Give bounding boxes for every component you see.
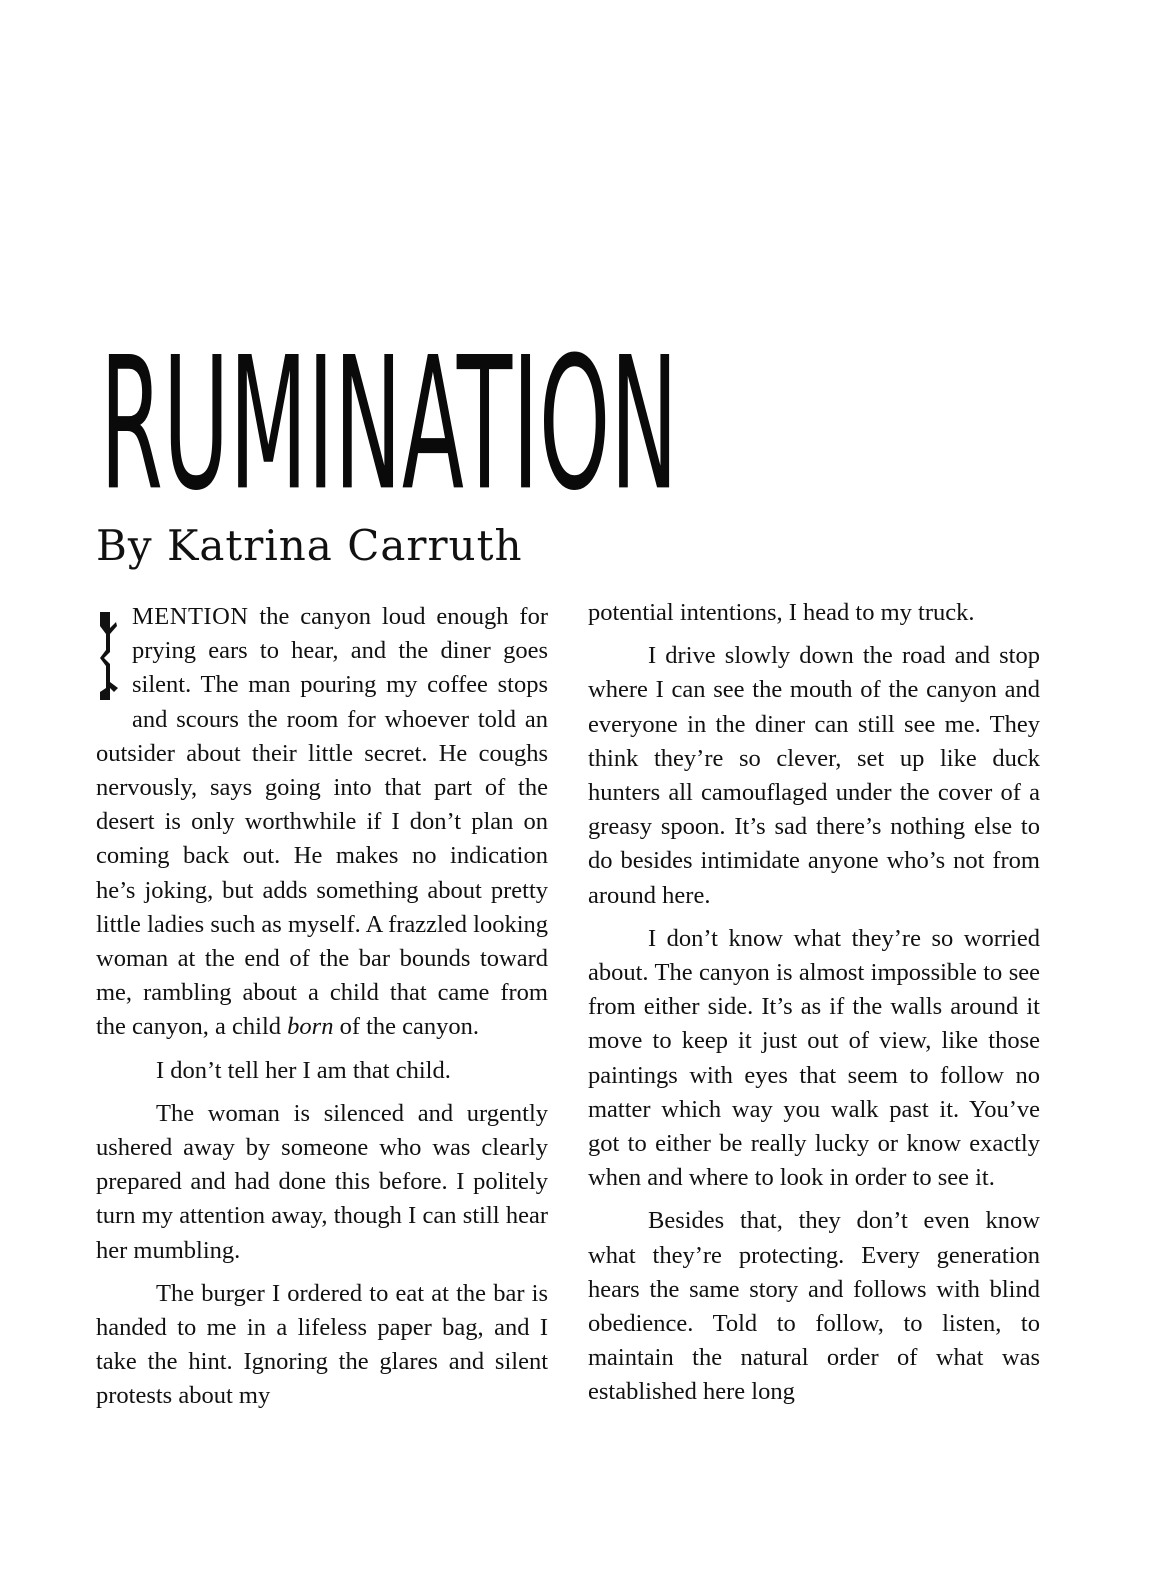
paragraph-text-end: of the canyon. — [333, 1013, 480, 1041]
paragraph: I don’t know what they’re so worried about. The canyon is almost impossible to see from either side. It’s as if the walls around it move to keep it just out of view, like those paintings with eyes that seem to follow no matter which way you walk past it. You’ve got to either be really lucky or know exactly when and where to look in order to see it. — [588, 924, 1040, 1192]
continued-paragraph: potential intentions, I head to my truck. — [588, 599, 975, 626]
lead-word: MENTION — [132, 603, 249, 630]
drop-cap-glyph — [96, 608, 126, 704]
byline: By Katrina Carruth — [96, 521, 523, 570]
drop-cap — [96, 608, 126, 704]
title-text: RUMINATION — [100, 318, 678, 532]
opening-paragraph — [96, 600, 548, 1045]
paragraph: Besides that, they don’t even know what they’re protecting. Every generation hears the same story and follows with blind obedience. Told to follow, to listen, to maintain the natural order of what was established here long — [588, 1207, 1040, 1406]
right-column — [588, 596, 1040, 1419]
paragraph: The burger I ordered to eat at the bar is handed to me in a lifeless paper bag, and I take the hint. Ignoring the glares and silent protests about my — [96, 1279, 548, 1410]
italic-word: born — [287, 1013, 334, 1041]
paragraph: The woman is silenced and urgently ushered away by someone who was clearly prepared and had done this before. I politely turn my attention away, though I can still hear her mumbling. — [96, 1099, 548, 1264]
left-column — [96, 600, 548, 1423]
paragraph: I drive slowly down the road and stop where I can see the mouth of the canyon and everyone in the diner can still see me. They think they’re so clever, set up like duck hunters all camouflaged under the cover of a greasy spoon. It’s sad there’s nothing else to do besides intimidate anyone who’s not from around here. — [588, 642, 1040, 909]
article-title — [100, 318, 700, 532]
paragraph-text: the canyon loud enough for prying ears to hear, and the diner goes silent. The man pouring my coffee stops and scours the room for whoever told an outsider about their little secret. He coughs nervously, says going into that part of the desert is only worthwhile if I don’t plan on coming back out. He makes no indication he’s joking, but adds something about pretty little ladies such as myself. A frazzled looking woman at the end of the bar bounds toward me, rambling about a child that came from the canyon, a child — [96, 603, 548, 1041]
title-lettering — [100, 318, 700, 532]
paragraph: I don’t tell her I am that child. — [156, 1056, 451, 1084]
